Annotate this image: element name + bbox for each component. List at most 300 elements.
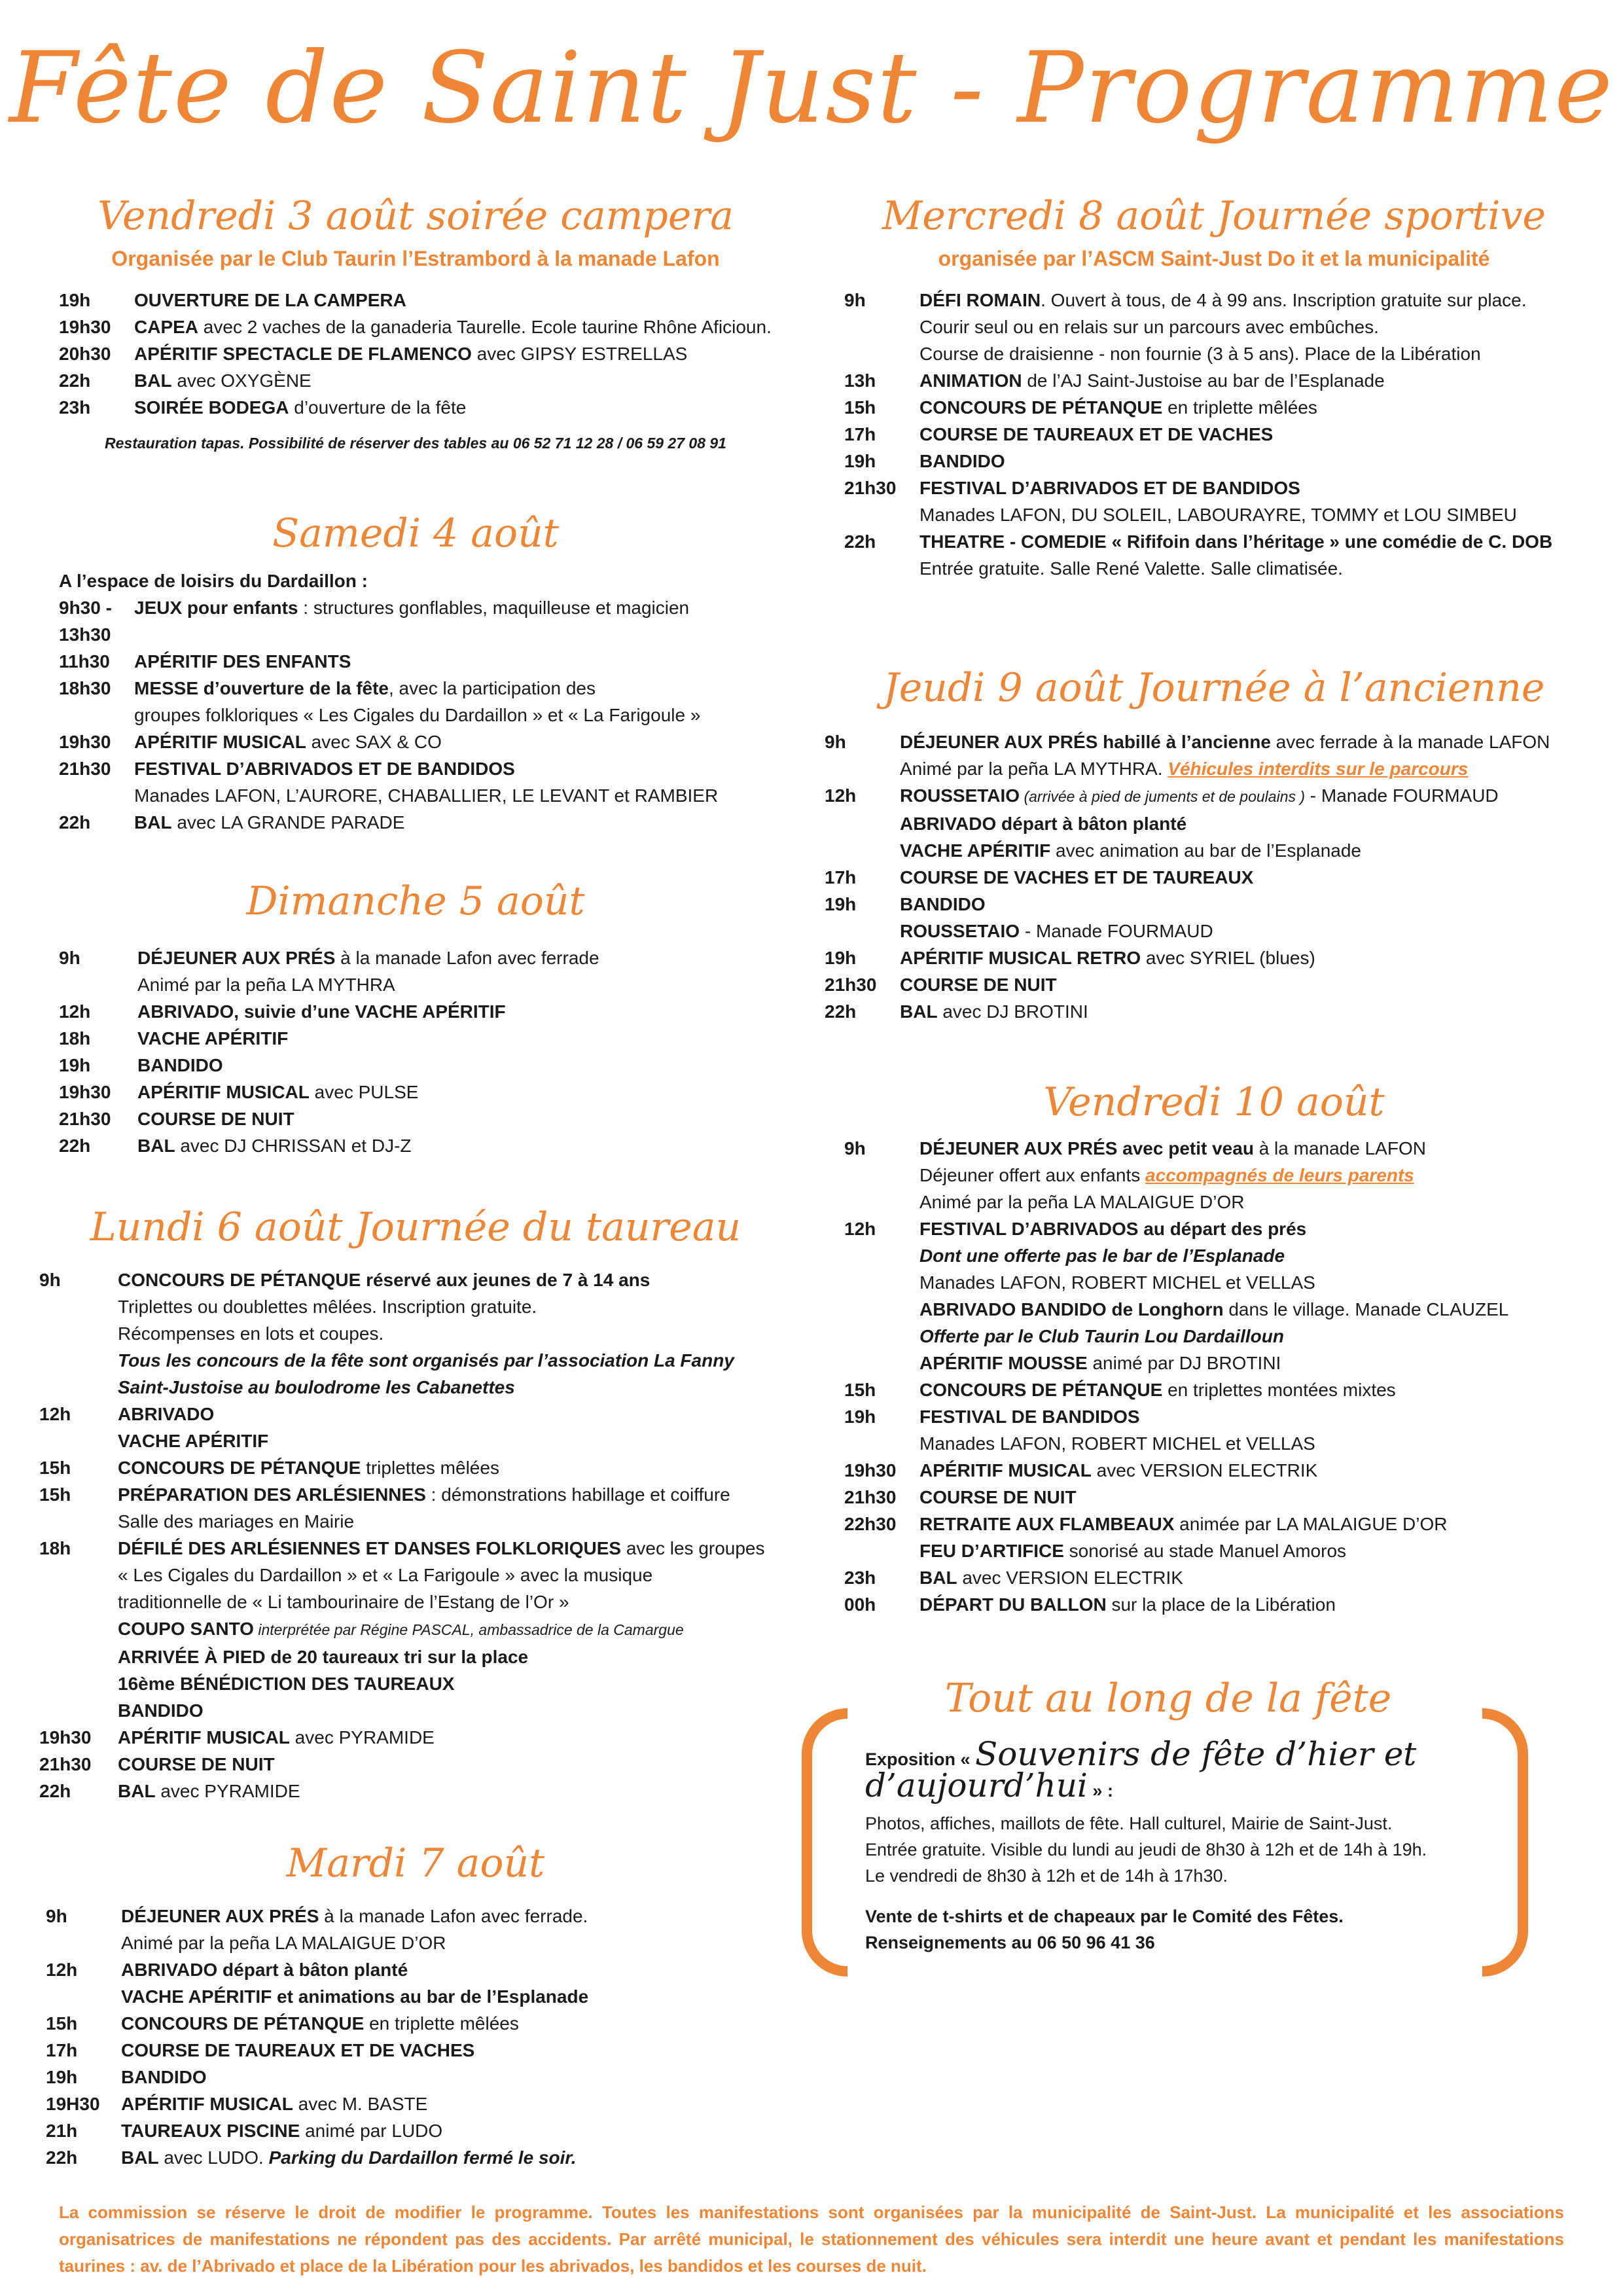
event-list [39,1266,792,1804]
event-time: 23h [59,397,91,418]
day-title: Vendredi 3 août soirée campera [98,193,734,239]
event-description [134,394,792,421]
event-name: APÉRITIF MUSICAL [118,1727,290,1748]
event-detail: avec PYRAMIDE [155,1781,300,1801]
event-name: COURSE DE TAUREAUX ET DE VACHES [919,424,1274,444]
event-time: 19h30 [59,732,111,752]
event-row [825,837,1603,864]
event-description [121,1983,792,2010]
section-title: Tout au long de la fête [944,1676,1392,1721]
event-time: 22h [59,370,91,391]
day-title: Samedi 4 août [272,511,559,556]
event-description [118,1562,792,1588]
event-name: THEATRE - COMEDIE « Rififoin dans l’héritage » une comédie de C. DOB [919,531,1553,552]
event-row [825,1376,1603,1403]
event-time: 22h [39,1781,71,1801]
event-row [39,2010,792,2037]
event-time: 12h [59,1001,91,1022]
event-name: VACHE APÉRITIF [137,1028,289,1049]
event-time: 9h [844,1138,866,1158]
event-detail: Récompenses en lots et coupes. [118,1323,384,1344]
event-row [825,501,1603,528]
event-name: BAL [121,2147,159,2168]
event-name: CONCOURS DE PÉTANQUE [121,2013,365,2034]
event-detail: Animé par la peña LA MALAIGUE D’OR [919,1192,1245,1212]
event-description [900,971,1603,998]
event-name: BANDIDO [900,894,986,914]
event-row [825,998,1603,1025]
event-description [919,1484,1603,1511]
event-name: COUPO SANTO [118,1619,254,1639]
event-detail: en triplette mêlées [1162,397,1317,418]
event-detail: avec PYRAMIDE [289,1727,435,1748]
event-description [919,1215,1603,1242]
event-description [134,594,792,648]
event-detail: avec SAX & CO [306,732,442,752]
event-description [900,782,1603,810]
event-name: VACHE APÉRITIF [900,840,1051,861]
event-time: 15h [46,2013,78,2034]
event-row [39,1320,792,1347]
event-description [118,1588,792,1615]
day-title: Vendredi 10 août [1043,1079,1385,1125]
event-time: 21h30 [844,478,897,498]
event-row [825,864,1603,891]
event-detail: - Manade FOURMAUD [1020,921,1213,941]
event-description [118,1320,792,1347]
event-time: 22h [46,2147,78,2168]
event-row [825,728,1603,755]
event-row [39,1347,792,1374]
event-description [900,891,1603,918]
event-row [39,944,792,971]
event-description [121,2117,792,2144]
event-detail: Manades LAFON, L’AURORE, CHABALLIER, LE LEVANT et RAMBIER [134,785,719,806]
event-time: 15h [39,1458,71,1478]
event-name: ANIMATION [919,370,1022,391]
event-description [137,1079,792,1105]
event-description [118,1266,792,1293]
event-description [134,314,792,340]
event-row [39,1079,792,1105]
event-time: 19h [844,1407,876,1427]
event-row [825,421,1603,448]
event-row [825,528,1603,555]
event-description [121,2064,792,2090]
event-description [900,918,1603,944]
event-row [825,1537,1603,1564]
merch-line: Vente de t-shirts et de chapeaux par le Comité des Fêtes. [865,1907,1344,1926]
event-name: 16ème BÉNÉDICTION DES TAUREAUX [118,1674,455,1694]
event-description [134,755,792,782]
left-column [39,190,792,2171]
event-description [121,1929,792,1956]
event-row [39,2064,792,2090]
event-time: 18h30 [59,678,111,698]
event-row [39,809,792,836]
event-detail: traditionnelle de « Li tambourinaire de l’Estang de l’Or » [118,1592,569,1612]
event-name: COURSE DE VACHES ET DE TAUREAUX [900,867,1254,888]
event-time: 19h [59,290,91,310]
event-description [919,1564,1603,1591]
event-name: APÉRITIF MUSICAL [134,732,306,752]
event-description [137,998,792,1025]
event-description [919,1135,1603,1162]
exhibition-label: Exposition « [865,1749,976,1769]
event-time: 22h30 [844,1514,897,1534]
event-row [39,1105,792,1132]
event-detail: avec ferrade à la manade LAFON [1270,732,1550,752]
event-description [919,314,1603,340]
reservation-note: Restauration tapas. Possibilité de réserver des tables au 06 52 71 12 28 / 06 59 27 08 91 [105,435,726,452]
event-row [39,1508,792,1535]
event-time: 22h [844,531,876,552]
event-detail: : structures gonflables, maquilleuse et magicien [298,598,690,618]
event-row [825,1564,1603,1591]
event-time: 9h30 - 13h30 [59,598,112,645]
event-row [39,1588,792,1615]
event-description [121,2037,792,2064]
event-row [39,1724,792,1751]
event-name: OUVERTURE DE LA CAMPERA [134,290,406,310]
event-detail: avec GIPSY ESTRELLAS [471,344,688,364]
exhibition-line: Photos, affiches, maillots de fête. Hall culturel, Mairie de Saint-Just. [865,1814,1393,1833]
event-row [825,1511,1603,1537]
event-detail: : démonstrations habillage et coiffure [425,1484,730,1505]
event-time: 19h [825,948,857,968]
event-detail: en triplettes montées mixtes [1162,1380,1396,1400]
event-name: APÉRITIF MUSICAL RETRO [900,948,1141,968]
event-detail: Triplettes ou doublettes mêlées. Inscription gratuite. [118,1297,537,1317]
event-highlight: accompagnés de leurs parents [1145,1165,1414,1185]
day-subtitle: Organisée par le Club Taurin l’Estrambord à la manade Lafon [111,247,720,270]
event-name: RETRAITE AUX FLAMBEAUX [919,1514,1175,1534]
event-description [919,501,1603,528]
event-description [134,728,792,755]
event-row [39,1643,792,1670]
event-description [134,367,792,394]
event-detail: à la manade LAFON [1253,1138,1426,1158]
location-intro: A l’espace de loisirs du Dardaillon : [59,571,368,591]
event-description [134,702,792,728]
event-detail: Courir seul ou en relais sur un parcours avec embûches. [919,317,1379,337]
event-description [900,755,1603,782]
event-italic-note: Parking du Dardaillon fermé le soir. [268,2147,577,2168]
exhibition-label-end: » : [1087,1781,1113,1801]
event-name: APÉRITIF DES ENFANTS [134,651,351,672]
event-detail: à la manade Lafon avec ferrade [335,948,599,968]
event-time: 15h [844,1380,876,1400]
event-name: COURSE DE NUIT [118,1754,275,1774]
event-row [825,1430,1603,1457]
event-description [919,448,1603,475]
event-description [900,837,1603,864]
event-description [137,1105,792,1132]
event-name: VACHE APÉRITIF et animations au bar de l’Esplanade [121,1986,589,2007]
event-row [825,367,1603,394]
event-detail: Course de draisienne - non fournie (3 à 5 ans). Place de la Libération [919,344,1481,364]
day-vendredi-3 [39,190,792,456]
event-row [39,287,792,314]
event-description [137,944,792,971]
event-time: 21h30 [59,759,111,779]
event-detail: animé par DJ BROTINI [1087,1353,1281,1373]
day-subtitle: organisée par l’ASCM Saint-Just Do it et la municipalité [938,247,1490,270]
event-row [825,1215,1603,1242]
event-detail: avec VERSION ELECTRIK [1091,1460,1318,1480]
event-name: DÉJEUNER AUX PRÉS [137,948,336,968]
event-row [825,1269,1603,1296]
event-row [825,918,1603,944]
event-name: PRÉPARATION DES ARLÉSIENNES [118,1484,426,1505]
event-description [919,1591,1603,1618]
event-description [919,1457,1603,1484]
event-name: ABRIVADO BANDIDO de Longhorn [919,1299,1224,1319]
event-row [825,1350,1603,1376]
event-description [919,394,1603,421]
event-name: BAL [118,1781,156,1801]
throughout-section [808,1672,1528,1725]
event-description [118,1643,792,1670]
event-time: 9h [825,732,846,752]
event-list [825,287,1603,582]
exhibition-heading [865,1735,1493,1804]
event-detail: Animé par la peña LA MALAIGUE D’OR [121,1933,446,1953]
event-detail: avec DJ CHRISSAN et DJ-Z [175,1136,412,1156]
left-bracket-decoration [802,1708,847,1977]
day-mercredi-8 [825,190,1603,582]
event-name: DÉFI ROMAIN [919,290,1041,310]
event-detail: sonorisé au stade Manuel Amoros [1063,1541,1347,1561]
event-description [118,1751,792,1778]
event-description [919,1511,1603,1537]
event-row [39,1052,792,1079]
event-row [39,1751,792,1778]
day-title: Mercredi 8 août Journée sportive [882,193,1546,239]
event-row [825,394,1603,421]
event-detail: avec SYRIEL (blues) [1141,948,1315,968]
event-name: TAUREAUX PISCINE [121,2121,300,2141]
event-name: BAL [900,1001,938,1022]
event-row [825,755,1603,782]
event-description [118,1347,792,1374]
event-time: 17h [825,867,857,888]
event-description [919,475,1603,501]
event-row [39,1374,792,1401]
event-name: ROUSSETAIO [900,785,1020,806]
event-detail: triplettes mêlées [361,1458,499,1478]
event-description [134,340,792,367]
day-title: Lundi 6 août Journée du taureau [90,1204,741,1250]
event-name: CONCOURS DE PÉTANQUE [919,1380,1163,1400]
day-vendredi-10 [825,1076,1603,1618]
event-name: ROUSSETAIO [900,921,1020,941]
event-description [919,1323,1603,1350]
exhibition-line: Entrée gratuite. Visible du lundi au jeudi de 8h30 à 12h et de 14h à 19h. [865,1840,1427,1859]
event-row [825,1484,1603,1511]
event-time: 19h [825,894,857,914]
day-jeudi-9 [825,662,1603,1025]
event-detail: avec VERSION ELECTRIK [957,1568,1183,1588]
event-row [825,287,1603,314]
event-time: 20h30 [59,344,111,364]
event-time: 13h [844,370,876,391]
day-dimanche-5 [39,875,792,1159]
event-description [121,1956,792,1983]
event-time: 22h [59,1136,91,1156]
event-row [39,1454,792,1481]
event-row [39,1670,792,1697]
event-detail: d’ouverture de la fête [289,397,467,418]
event-detail: Animé par la peña LA MYTHRA. [900,759,1168,779]
event-name: FESTIVAL D’ABRIVADOS ET DE BANDIDOS [134,759,515,779]
day-lundi-6 [39,1201,792,1804]
event-detail: de l’AJ Saint-Justoise au bar de l’Esplanade [1022,370,1385,391]
event-time: 12h [844,1219,876,1239]
event-description [919,421,1603,448]
event-name: COURSE DE NUIT [919,1487,1077,1507]
event-time: 21h30 [825,975,877,995]
event-row [825,1242,1603,1269]
event-row [39,728,792,755]
event-row [825,1457,1603,1484]
event-name: CONCOURS DE PÉTANQUE [118,1458,361,1478]
event-detail: Animé par la peña LA MYTHRA [137,975,395,995]
event-row [39,1903,792,1929]
day-mardi-7 [39,1837,792,2171]
event-detail: - Manade FOURMAUD [1305,785,1499,806]
event-description [919,1537,1603,1564]
event-name: SOIRÉE BODEGA [134,397,289,418]
event-row [825,314,1603,340]
event-name: ABRIVADO départ à bâton planté [900,814,1187,834]
event-detail: . Ouvert à tous, de 4 à 99 ans. Inscription gratuite sur place. [1041,290,1527,310]
event-name: CONCOURS DE PÉTANQUE [919,397,1163,418]
event-description [134,809,792,836]
event-row [39,1401,792,1427]
event-description [121,2144,792,2171]
event-name: DÉJEUNER AUX PRÉS habillé à l’ancienne [900,732,1271,752]
event-name: BANDIDO [919,451,1005,471]
event-name: DÉFILÉ DES ARLÉSIENNES ET DANSES FOLKLORIQUES [118,1538,622,1558]
event-description [134,287,792,314]
event-row [825,782,1603,810]
event-time: 9h [59,948,80,968]
event-description [900,728,1603,755]
event-detail: avec LA GRANDE PARADE [171,812,405,833]
event-detail: groupes folkloriques « Les Cigales du Dardaillon » et « La Farigoule » [134,705,701,725]
event-time: 11h30 [59,651,110,672]
event-row [825,555,1603,582]
event-row [39,1778,792,1804]
event-time: 22h [59,812,91,833]
event-row [825,971,1603,998]
event-time: 22h [825,1001,857,1022]
event-name: COURSE DE NUIT [137,1109,294,1129]
event-name: BANDIDO [118,1700,204,1721]
event-description [919,1162,1603,1189]
event-row [39,2037,792,2064]
event-row [39,1615,792,1643]
event-description [118,1778,792,1804]
contact-line: Renseignements au 06 50 96 41 36 [865,1933,1155,1952]
event-description [919,1296,1603,1323]
event-row [39,648,792,675]
event-detail: à la manade Lafon avec ferrade. [319,1906,588,1926]
event-row [39,367,792,394]
event-row [39,2090,792,2117]
event-description [919,1350,1603,1376]
event-description [121,2090,792,2117]
event-italic-note: Saint-Justoise au boulodrome les Cabanettes [118,1377,515,1397]
event-row [39,1956,792,1983]
event-description [134,648,792,675]
event-name: APÉRITIF MOUSSE [919,1353,1088,1373]
event-name: BAL [137,1136,175,1156]
event-detail: sur la place de la Libération [1106,1594,1336,1615]
footer-disclaimer: La commission se réserve le droit de modifier le programme. Toutes les manifestations sont organisées par la municipalité de Saint-Just. La municipalité et les associations organisatrices de manifestations ne répondent pas des accidents. Par arrêté municipal, le stationnement des véhicules sera interdit une heure avant et pendant les manifestations taurines : av. de l’Abrivado et place de la Libération pour les abrivados, les bandidos et les courses de nuit. [59,2202,1564,2276]
event-name: BAL [134,370,172,391]
event-description [919,528,1603,555]
event-detail: avec les groupes [621,1538,765,1558]
event-italic-note: Offerte par le Club Taurin Lou Dardailloun [919,1326,1284,1346]
event-name: VACHE APÉRITIF [118,1431,269,1451]
event-row [825,1403,1603,1430]
event-row [825,1162,1603,1189]
event-time: 15h [844,397,876,418]
event-row [39,1929,792,1956]
event-name: COURSE DE NUIT [900,975,1057,995]
event-row [825,810,1603,837]
event-time: 17h [844,424,876,444]
event-name: JEUX pour enfants [134,598,298,618]
event-description [118,1535,792,1562]
event-highlight: Véhicules interdits sur le parcours [1168,759,1469,779]
event-row [39,1481,792,1508]
event-time: 18h [39,1538,71,1558]
event-time: 19h30 [59,317,111,337]
event-row [39,340,792,367]
event-name: MESSE d’ouverture de la fête [134,678,389,698]
event-description [118,1481,792,1508]
event-description [919,287,1603,314]
event-name: ABRIVADO départ à bâton planté [121,1960,408,1980]
event-row [39,2117,792,2144]
event-description [118,1374,792,1401]
event-row [39,1266,792,1293]
event-row [39,782,792,809]
event-name: BAL [134,812,172,833]
event-row [825,891,1603,918]
event-italic-note: Tous les concours de la fête sont organisés par l’association La Fanny [118,1350,734,1371]
exhibition-box [865,1735,1493,1956]
event-description [919,555,1603,582]
event-description [134,675,792,702]
event-list [825,728,1603,1025]
event-row [825,944,1603,971]
event-row [825,1296,1603,1323]
event-name: DÉJEUNER AUX PRÉS [121,1906,319,1926]
event-description [118,1401,792,1427]
event-row [825,1591,1603,1618]
event-detail: Manades LAFON, ROBERT MICHEL et VELLAS [919,1272,1315,1293]
event-description [900,944,1603,971]
event-name: FESTIVAL D’ABRIVADOS ET DE BANDIDOS [919,478,1300,498]
exhibition-title: Souvenirs de fête d’hier et d’aujourd’hui [865,1735,1417,1804]
event-name: CAPEA [134,317,199,337]
event-description [118,1454,792,1481]
event-time: 12h [825,785,857,806]
